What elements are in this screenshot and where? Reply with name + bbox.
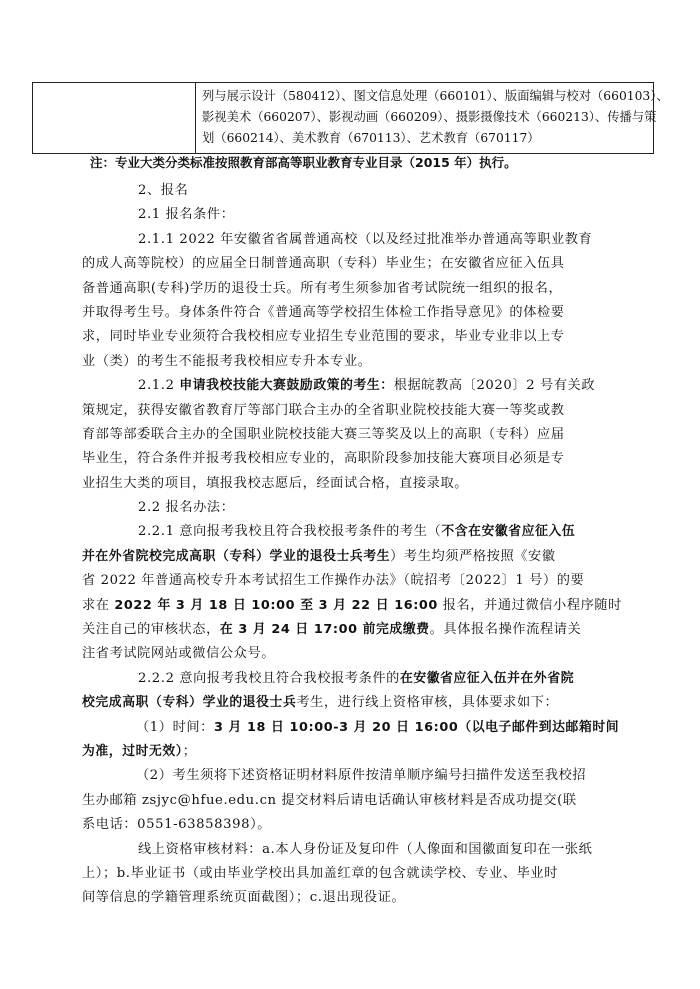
bold-text: 3 月 18 日 10:00-3 月 20 日 16:00（以电子邮件到达邮箱时间	[213, 719, 620, 735]
paragraph-line: 的成人高等院校）的应届全日制普通高职（专科）毕业生；在安徽省应征入伍具	[82, 256, 565, 272]
paragraph-line	[110, 520, 650, 544]
table-cell-majors	[196, 83, 669, 154]
table-cell-category	[33, 83, 196, 154]
text-span: 关注自己的审核状态，	[82, 622, 220, 638]
paragraph-line: 业招生大类的项目，填报我校志愿后，经面试合格，直接录取。	[82, 475, 469, 491]
paragraph-line	[110, 716, 650, 740]
paragraph-line	[110, 667, 650, 691]
section-registration	[82, 179, 650, 911]
subsection-heading: 2.2 报名办法：	[138, 500, 235, 516]
text-span: （1）时间：	[136, 719, 214, 735]
text-span: ）考生均须严格按照《安徽	[390, 548, 556, 564]
bold-text: 为准，过时无效）	[82, 743, 183, 759]
text-span: 报名，并通过微信小程序随时	[437, 597, 622, 613]
paragraph-line: 业（类）的考生不能报考我校相应专升本专业。	[82, 353, 372, 369]
paragraph-line	[82, 740, 650, 764]
paragraph-line: （2）考生须将下述资格证明材料原件按清单顺序编号扫描件发送至我校招	[136, 768, 587, 784]
paragraph-line: 育部等部委联合主办的全国职业院校技能大赛三等奖及以上的高职（专科）应届	[82, 426, 565, 442]
table-note: 注：专业大类分类标准按照教育部高等职业教育专业目录（2015 年）执行。	[90, 155, 517, 170]
bold-text: 并在外省院校完成高职（专科）学业的退役士兵考生	[82, 548, 391, 564]
paragraph-line	[82, 618, 650, 642]
paragraph-line: 并取得考生号。身体条件符合《普通高等学校招生体检工作指导意见》的体检要	[82, 304, 565, 320]
bold-text: 在安徽省应征入伍并在外省院	[399, 670, 575, 686]
paragraph-line: 生办邮箱 zsjyc@hfue.edu.cn 提交材料后请电话确认审核材料是否成功提交(联	[82, 792, 577, 808]
bold-text: 在 3 月 24 日 17:00 前完成缴费	[219, 622, 430, 638]
paragraph-line: 省 2022 年普通高校专升本考试招生工作操作办法》（皖招考〔2022〕1 号）的要	[82, 573, 585, 589]
text-span: ；	[182, 743, 197, 759]
bold-text: 申请我校技能大赛鼓励政策的考生：	[179, 378, 394, 394]
paragraph-line: 策规定，获得安徽省教育厅等部门联合主办的全省职业院校技能大赛一等奖或教	[82, 402, 565, 418]
paragraph-line: 备普通高职(专科)学历的退役士兵。所有考生须参加省考试院统一组织的报名，	[82, 280, 563, 296]
paragraph-line	[110, 374, 650, 398]
paragraph-line: 间等信息的学籍管理系统页面截图）；c.退出现役证。	[82, 890, 406, 906]
section-heading: 2、报名	[138, 183, 189, 198]
paragraph-line: 注省考试院网站或微信公众号。	[82, 646, 276, 662]
text-span: 根据皖教高〔2020〕2 号有关政	[393, 378, 596, 394]
bold-text: 不含在安徽省应征入伍	[441, 524, 576, 540]
table-row	[33, 83, 654, 154]
bold-text: 2022 年 3 月 18 日 10:00 至 3 月 22 日 16:00	[114, 597, 438, 613]
subsection-heading: 2.1 报名条件：	[138, 207, 235, 223]
text-span: 求在	[82, 597, 115, 613]
paragraph-line: 求，同时毕业专业须符合我校相应专业招生专业范围的要求，毕业专业非以上专	[82, 329, 565, 345]
paragraph-line: 线上资格审核材料：a.本人身份证及复印件（人像面和国徽面复印在一张纸	[138, 841, 593, 857]
paragraph-line	[82, 691, 650, 715]
paragraph-line: 2.1.1 2022 年安徽省省属普通高校（以及经过批准举办普通高等职业教育	[138, 231, 593, 247]
text-span: 2.2.2 意向报考我校且符合我校报考条件的	[138, 670, 400, 686]
table-line: 影视美术（660207）、影视动画（660209）、摄影摄像技术（660213）、传播与策	[202, 110, 657, 124]
text-span: 考生，进行线上资格审核，具体要求如下：	[296, 695, 559, 711]
paragraph-line: 上）；b.毕业证书（或由毕业学校出具加盖红章的包含就读学校、专业、毕业时	[82, 865, 559, 881]
text-span: 2.2.1 意向报考我校且符合我校报考条件的考生（	[138, 524, 442, 540]
table-line: 列与展示设计（580412）、图文信息处理（660101）、版面编辑与校对（660103）、	[202, 89, 669, 103]
table-line: 划（660214）、美术教育（670113）、艺术教育（670117）	[202, 131, 540, 145]
text-span: 。具体报名操作流程请关	[429, 622, 582, 638]
bold-text: 校完成高职（专科）学业的退役士兵	[82, 695, 297, 711]
paragraph-line: 系电话：0551-63858398）。	[82, 817, 272, 833]
major-table	[32, 82, 669, 154]
paragraph-line	[82, 594, 650, 618]
paragraph-line: 毕业生，符合条件并报考我校相应专业的，高职阶段参加技能大赛项目必须是专	[82, 451, 565, 467]
paragraph-line	[82, 545, 650, 569]
text-span: 2.1.2	[138, 378, 180, 394]
